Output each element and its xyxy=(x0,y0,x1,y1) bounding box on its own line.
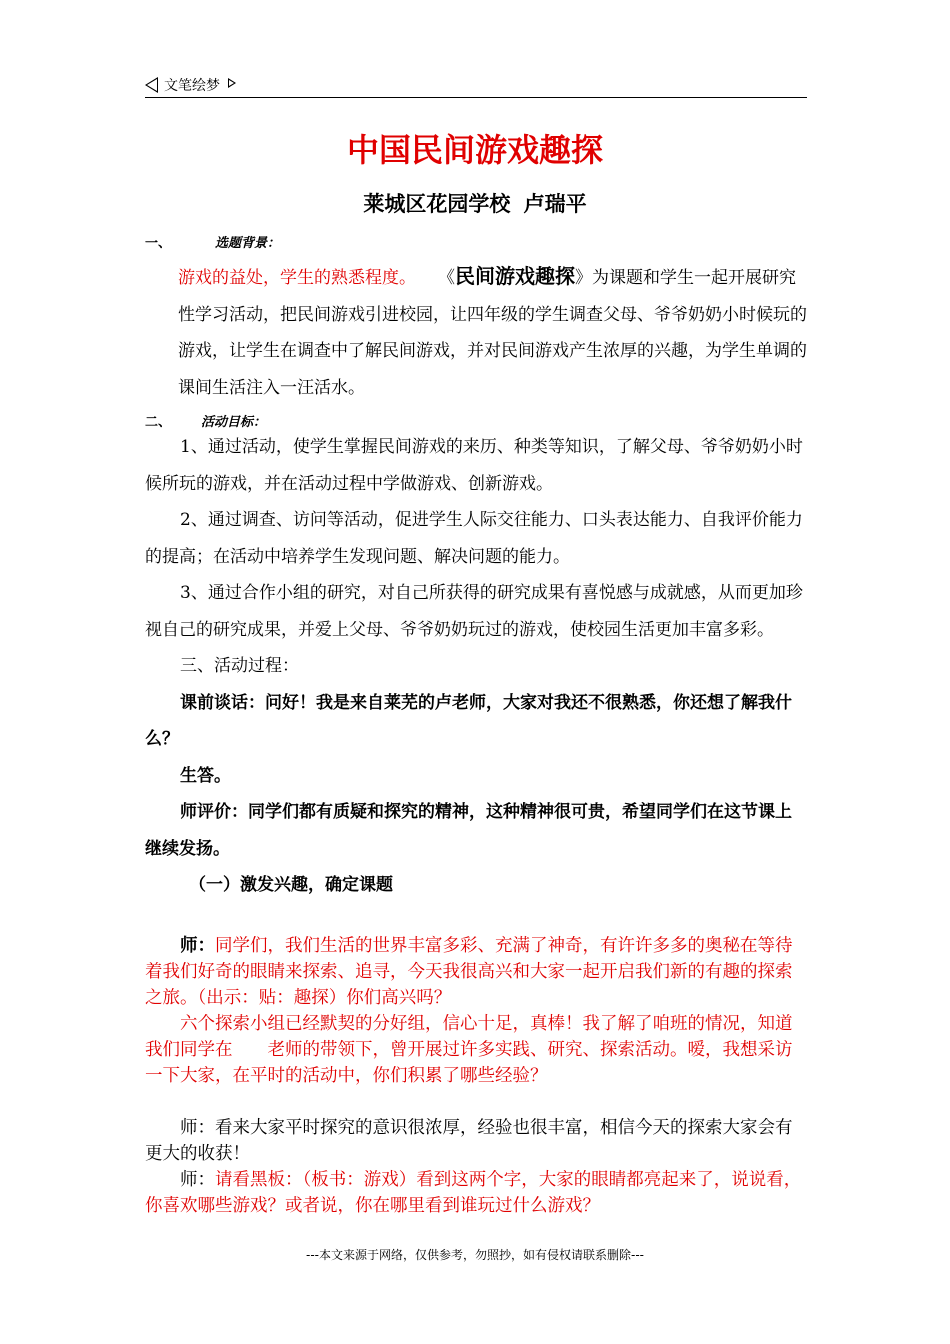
background-text: 》为课题和学生一起开展研究性学习活动，把民间游戏引进校园，让四年级的学生调查父母、爷爷奶奶小时候玩的游戏，让学生在调查中了解民间游戏，并对民间游戏产生浓厚的兴趣，为学生单调的课间生活注入一汪活水。 xyxy=(178,268,807,398)
step-heading: （一）激发兴趣，确定课题 xyxy=(189,875,393,895)
page-footer: ---本文来源于网络，仅供参考，勿照抄，如有侵权请联系删除--- xyxy=(306,1248,644,1262)
teacher-speech xyxy=(145,933,807,1011)
header-brand: 文笔绘梦 xyxy=(164,78,220,94)
page-header xyxy=(145,74,807,96)
section-label: 活动目标： xyxy=(201,415,267,430)
teacher-evaluation: 师评价：同学们都有质疑和探究的精神，这种精神很可贵，希望同学们在这节课上继续发扬。 xyxy=(145,802,792,859)
background-red-text: 游戏的益处，学生的熟悉程度。 xyxy=(178,268,416,288)
speaker-label: 师： xyxy=(180,936,215,956)
section-heading-background xyxy=(145,234,280,254)
background-paragraph: 游戏的益处，学生的熟悉程度。 《民间游戏趣探》为课题和学生一起开展研究性学习活动，把民间游戏引进校园，让四年级的学生调查父母、爷爷奶奶小时候玩的游戏，让学生在调查中了解民间游戏，并对民间游戏产生浓厚的兴趣，为学生单调的课间生活注入一汪活水。 xyxy=(178,264,807,398)
pre-class-talk: 课前谈话：问好！我是来自莱芜的卢老师，大家对我还不很熟悉，你还想了解我什么？ xyxy=(145,692,792,749)
speaker-label: 师： xyxy=(180,1170,215,1190)
document-title: 中国民间游戏趣探 xyxy=(346,131,603,169)
teacher-speech: 师：看来大家平时探究的意识很浓厚，经验也很丰富，相信今天的探索大家会有更大的收获！ xyxy=(145,1118,793,1164)
teacher-speech: 六个探索小组已经默契的分好组，信心十足，真棒！我了解了咱班的情况，知道我们同学在 老师的带领下，曾开展过许多实践、研究、探索活动。嗳，我想采访一下大家，在平时的活动中，你们积累了哪些经验？ xyxy=(145,1014,793,1086)
blank-line xyxy=(145,1089,807,1115)
goals-block xyxy=(145,429,807,904)
section-heading-process: 三、活动过程： xyxy=(180,656,299,676)
speech-text: 请看黑板：（板书：游戏）看到这两个字，大家的眼睛都亮起来了，说说看，你喜欢哪些游戏？或者说，你在哪里看到谁玩过什么游戏？ xyxy=(145,1170,802,1216)
teacher-speech xyxy=(145,1167,807,1219)
section-number: 一、 xyxy=(145,236,172,251)
teacher-dialogue-block xyxy=(145,933,807,1219)
right-triangle-icon xyxy=(228,78,236,88)
speech-text: 同学们，我们生活的世界丰富多彩、充满了神奇，有许许多多的奥秘在等待着我们好奇的眼睛来探索、追寻，今天我很高兴和大家一起开启我们新的有趣的探索之旅。（出示：贴：趣探）你们高兴吗？ xyxy=(145,936,793,1008)
section-label: 选题背景： xyxy=(215,236,281,251)
book-title: 民间游戏趣探 xyxy=(455,264,575,288)
student-answer: 生答。 xyxy=(180,765,231,786)
document-subtitle: 莱城区花园学校 卢瑞平 xyxy=(363,191,587,216)
header-rule xyxy=(145,97,807,98)
goal-item: 1、通过活动，使学生掌握民间游戏的来历、种类等知识，了解父母、爷爷奶奶小时候所玩的游戏，并在活动过程中学做游戏、创新游戏。 xyxy=(145,437,803,494)
goal-item: 3、通过合作小组的研究，对自己所获得的研究成果有喜悦感与成就感，从而更加珍视自己的研究成果，并爱上父母、爷爷奶奶玩过的游戏，使校园生活更加丰富多彩。 xyxy=(145,583,803,640)
section-number: 二、 xyxy=(145,415,172,430)
goal-item: 2、通过调查、访问等活动，促进学生人际交往能力、口头表达能力、自我评价能力的提高；在活动中培养学生发现问题、解决问题的能力。 xyxy=(145,510,803,567)
left-triangle-icon xyxy=(145,77,158,93)
